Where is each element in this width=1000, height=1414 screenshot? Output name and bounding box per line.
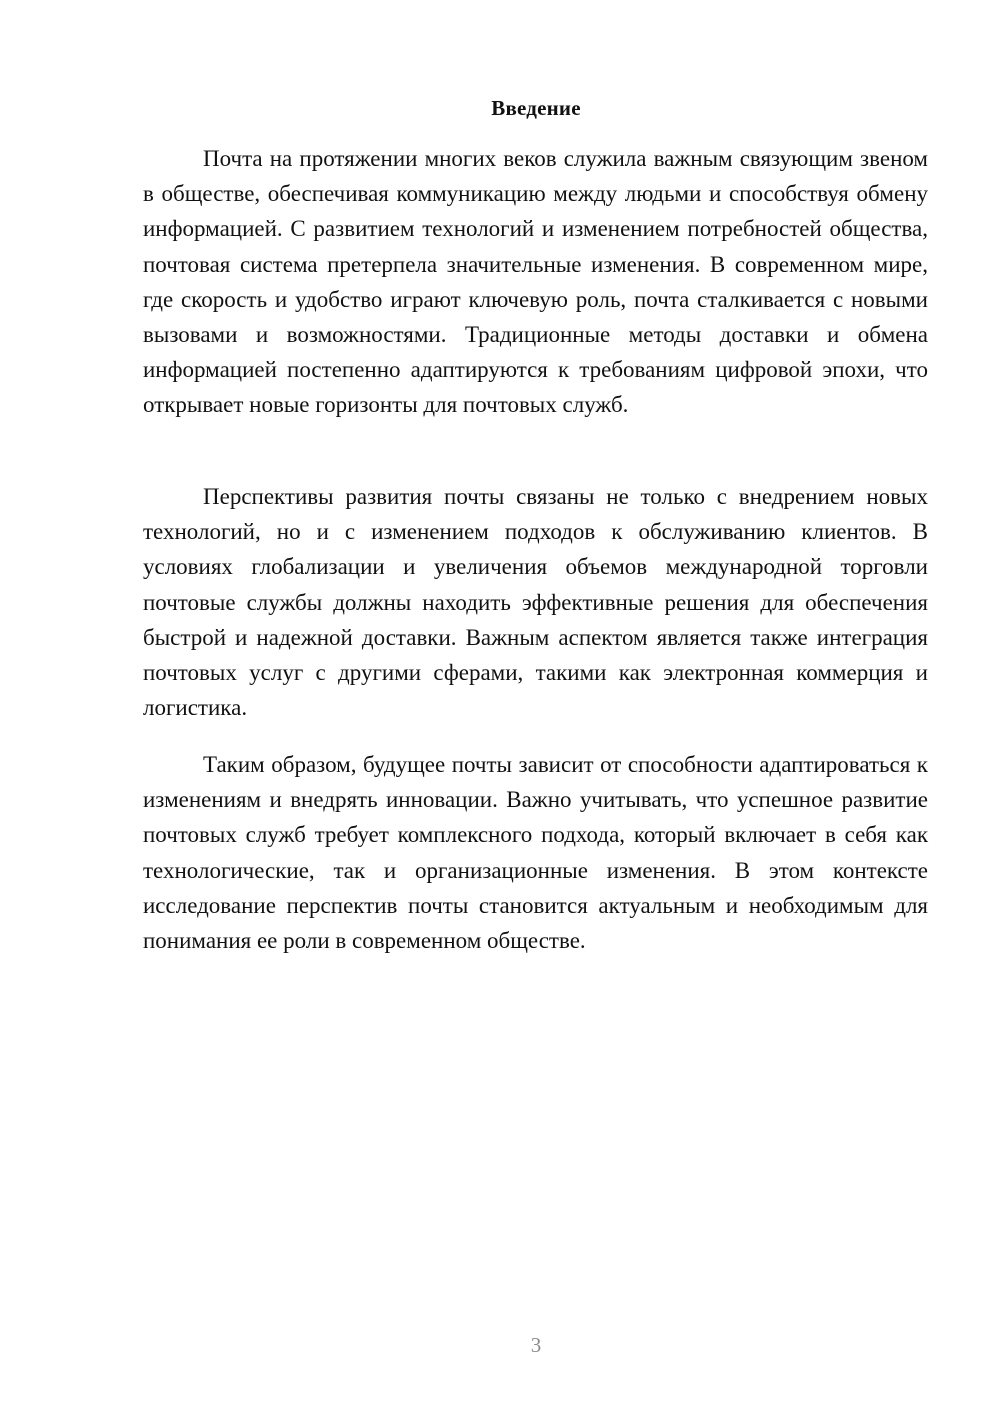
page-number: 3: [530, 1333, 542, 1357]
paragraph-intro: Почта на протяжении многих веков служила важным связующим звеном в обществе, обеспечивая коммуникацию между людьми и способствуя обмену информацией. С развитием технологий и изменением потребностей общества, почтовая система претерпела значительные изменения. В современном мире, где скорость и удобство играют ключевую роль, почта сталкивается с новыми вызовами и возможностями. Традиционные методы доставки и обмена информацией постепенно адаптируются к требованиям цифровой эпохи, что открывает новые горизонты для почтовых служб.: [143, 146, 928, 418]
paragraph-conclusion: Таким образом, будущее почты зависит от способности адаптироваться к изменениям и внедрять инновации. Важно учитывать, что успешное развитие почтовых служб требует комплексного подхода, который включает в себя как технологические, так и организационные изменения. В этом контексте исследование перспектив почты становится актуальным и необходимым для понимания ее роли в современном обществе.: [143, 752, 928, 954]
section-heading: Введение: [491, 96, 581, 120]
paragraph-prospects: Перспективы развития почты связаны не только с внедрением новых технологий, но и с изменением подходов к обслуживанию клиентов. В условиях глобализации и увеличения объемов международной торговли почтовые службы должны находить эффективные решения для обеспечения быстрой и надежной доставки. Важным аспектом является также интеграция почтовых услуг с другими сферами, такими как электронная коммерция и логистика.: [143, 484, 928, 721]
